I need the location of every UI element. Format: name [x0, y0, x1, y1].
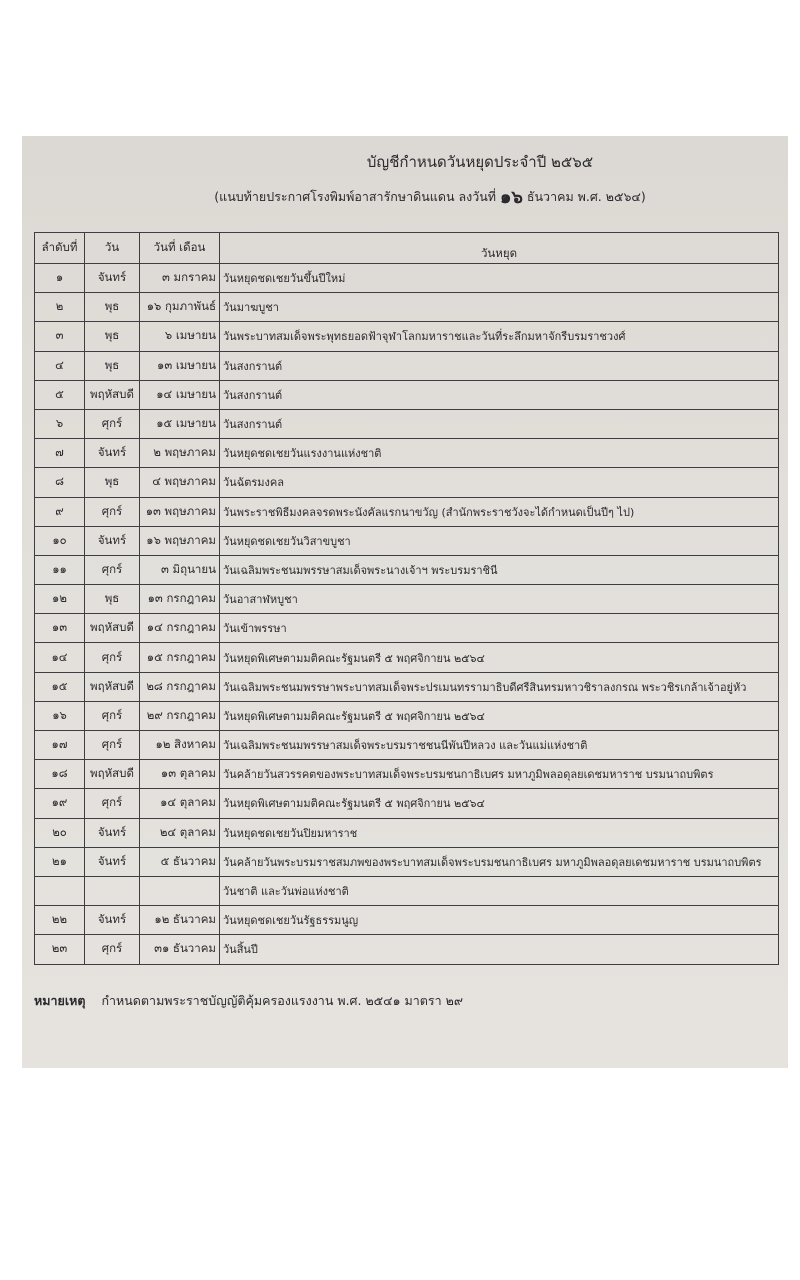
row-number: ๒๑: [35, 847, 85, 876]
row-date: ๕ ธันวาคม: [140, 847, 220, 876]
row-weekday: ศุกร์: [85, 643, 140, 672]
row-holiday-name: วันพระราชพิธีมงคลจรดพระนังคัลแรกนาขวัญ (สำนักพระราชวังจะได้กำหนดเป็นปีๆ ไป): [220, 497, 779, 526]
header-holiday: วันหยุด: [220, 233, 779, 264]
row-number: ๑๑: [35, 555, 85, 584]
row-date: ๑๕ เมษายน: [140, 409, 220, 438]
row-holiday-name: วันฉัตรมงคล: [220, 468, 779, 497]
row-weekday: ศุกร์: [85, 935, 140, 964]
row-weekday: พฤหัสบดี: [85, 380, 140, 409]
table-row: [35, 847, 779, 876]
row-holiday-name: วันหยุดพิเศษตามมติคณะรัฐมนตรี ๕ พฤศจิกายน ๒๕๖๔: [220, 789, 779, 818]
row-holiday-name: วันมาฆบูชา: [220, 293, 779, 322]
row-number: ๒๐: [35, 818, 85, 847]
row-weekday: จันทร์: [85, 264, 140, 293]
row-weekday: ศุกร์: [85, 731, 140, 760]
row-number: ๒๒: [35, 906, 85, 935]
row-number: ๙: [35, 497, 85, 526]
table-row: [35, 468, 779, 497]
row-holiday-name: วันสงกรานต์: [220, 351, 779, 380]
row-holiday-name: วันเฉลิมพระชนมพรรษาสมเด็จพระบรมราชชนนีพันปีหลวง และวันแม่แห่งชาติ: [220, 731, 779, 760]
row-weekday: พุธ: [85, 322, 140, 351]
row-weekday: ศุกร์: [85, 409, 140, 438]
row-date: [140, 876, 220, 905]
row-holiday-name: วันหยุดพิเศษตามมติคณะรัฐมนตรี ๕ พฤศจิกายน ๒๕๖๔: [220, 643, 779, 672]
table-row: [35, 409, 779, 438]
row-holiday-name: วันหยุดชดเชยวันปิยมหาราช: [220, 818, 779, 847]
header-date: วันที่ เดือน: [140, 233, 220, 264]
row-weekday: พฤหัสบดี: [85, 614, 140, 643]
row-number: ๖: [35, 409, 85, 438]
table-row: [35, 526, 779, 555]
table-row: [35, 643, 779, 672]
row-date: ๑๒ ธันวาคม: [140, 906, 220, 935]
row-date: ๓๑ ธันวาคม: [140, 935, 220, 964]
table-row: [35, 731, 779, 760]
row-number: ๘: [35, 468, 85, 497]
row-date: ๑๓ ตุลาคม: [140, 760, 220, 789]
table-row: [35, 935, 779, 964]
table-row: [35, 789, 779, 818]
row-date: ๓ มิถุนายน: [140, 555, 220, 584]
table-row: [35, 672, 779, 701]
table-row: [35, 293, 779, 322]
row-date: ๒๙ กรกฎาคม: [140, 701, 220, 730]
header-no: ลำดับที่: [35, 233, 85, 264]
row-weekday: พฤหัสบดี: [85, 760, 140, 789]
footnote-label: หมายเหตุ: [34, 993, 86, 1008]
table-row: [35, 555, 779, 584]
row-weekday: ศุกร์: [85, 701, 140, 730]
table-row: [35, 322, 779, 351]
row-date: ๑๔ เมษายน: [140, 380, 220, 409]
row-date: ๑๖ พฤษภาคม: [140, 526, 220, 555]
row-number: ๑๘: [35, 760, 85, 789]
row-weekday: พุธ: [85, 351, 140, 380]
row-number: ๑๔: [35, 643, 85, 672]
row-date: ๒๘ กรกฎาคม: [140, 672, 220, 701]
row-holiday-name: วันคล้ายวันพระบรมราชสมภพของพระบาทสมเด็จพระบรมชนกาธิเบศร มหาภูมิพลอดุลยเดชมหาราช บรมนาถบพิตร: [220, 847, 779, 876]
row-holiday-name: วันเฉลิมพระชนมพรรษาพระบาทสมเด็จพระปรเมนทรรามาธิบดีศรีสินทรมหาวชิราลงกรณ พระวชิรเกล้าเจ้าอยู่หัว: [220, 672, 779, 701]
row-weekday: จันทร์: [85, 526, 140, 555]
document-subtitle: [22, 182, 788, 211]
row-number: ๑๖: [35, 701, 85, 730]
row-date: ๑๓ กรกฎาคม: [140, 585, 220, 614]
table-body: [35, 264, 779, 965]
row-holiday-name: วันอาสาฬหบูชา: [220, 585, 779, 614]
row-weekday: จันทร์: [85, 818, 140, 847]
row-weekday: ศุกร์: [85, 789, 140, 818]
row-holiday-name: วันเฉลิมพระชนมพรรษาสมเด็จพระนางเจ้าฯ พระบรมราชินี: [220, 555, 779, 584]
row-holiday-name: วันหยุดพิเศษตามมติคณะรัฐมนตรี ๕ พฤศจิกายน ๒๕๖๔: [220, 701, 779, 730]
row-weekday: [85, 876, 140, 905]
row-number: ๔: [35, 351, 85, 380]
table-row: [35, 876, 779, 905]
footnote: [34, 991, 463, 1011]
row-weekday: พฤหัสบดี: [85, 672, 140, 701]
table-row: [35, 906, 779, 935]
subtitle-suffix: ธันวาคม พ.ศ. ๒๕๖๔): [526, 189, 646, 204]
row-holiday-name: วันหยุดชดเชยวันวิสาขบูชา: [220, 526, 779, 555]
table-row: [35, 380, 779, 409]
row-holiday-name: วันชาติ และวันพ่อแห่งชาติ: [220, 876, 779, 905]
row-date: ๓ มกราคม: [140, 264, 220, 293]
row-weekday: จันทร์: [85, 906, 140, 935]
row-number: ๗: [35, 439, 85, 468]
table-row: [35, 585, 779, 614]
row-date: ๒๔ ตุลาคม: [140, 818, 220, 847]
table-row: [35, 264, 779, 293]
table-row: [35, 760, 779, 789]
table-row: [35, 497, 779, 526]
subtitle-day: ๑๖: [500, 187, 523, 208]
row-holiday-name: วันหยุดชดเชยวันแรงงานแห่งชาติ: [220, 439, 779, 468]
row-holiday-name: วันหยุดชดเชยวันขึ้นปีใหม่: [220, 264, 779, 293]
table-header-row: [35, 233, 779, 264]
header-day: วัน: [85, 233, 140, 264]
row-holiday-name: วันหยุดชดเชยวันรัฐธรรมนูญ: [220, 906, 779, 935]
row-weekday: พุธ: [85, 585, 140, 614]
row-weekday: ศุกร์: [85, 497, 140, 526]
row-holiday-name: วันเข้าพรรษา: [220, 614, 779, 643]
subtitle-prefix: (แนบท้ายประกาศโรงพิมพ์อาสารักษาดินแดน ลงวันที่: [214, 189, 497, 204]
row-date: ๑๓ เมษายน: [140, 351, 220, 380]
holiday-table: [34, 232, 779, 965]
row-date: ๔ พฤษภาคม: [140, 468, 220, 497]
row-number: ๑๕: [35, 672, 85, 701]
row-number: ๑๙: [35, 789, 85, 818]
row-holiday-name: วันสงกรานต์: [220, 409, 779, 438]
row-number: ๒๓: [35, 935, 85, 964]
row-date: ๑๒ สิงหาคม: [140, 731, 220, 760]
row-date: ๑๓ พฤษภาคม: [140, 497, 220, 526]
row-weekday: จันทร์: [85, 847, 140, 876]
row-number: ๕: [35, 380, 85, 409]
row-weekday: ศุกร์: [85, 555, 140, 584]
row-date: ๒ พฤษภาคม: [140, 439, 220, 468]
table-row: [35, 614, 779, 643]
row-date: ๖ เมษายน: [140, 322, 220, 351]
row-number: [35, 876, 85, 905]
table-row: [35, 439, 779, 468]
row-weekday: พุธ: [85, 468, 140, 497]
row-holiday-name: วันสงกรานต์: [220, 380, 779, 409]
row-holiday-name: วันคล้ายวันสวรรคตของพระบาทสมเด็จพระบรมชนกาธิเบศร มหาภูมิพลอดุลยเดชมหาราช บรมนาถบพิตร: [220, 760, 779, 789]
table-row: [35, 351, 779, 380]
row-number: ๒: [35, 293, 85, 322]
row-date: ๑๕ กรกฎาคม: [140, 643, 220, 672]
row-number: ๑: [35, 264, 85, 293]
row-holiday-name: วันพระบาทสมเด็จพระพุทธยอดฟ้าจุฬาโลกมหาราชและวันที่ระลึกมหาจักรีบรมราชวงศ์: [220, 322, 779, 351]
row-weekday: พุธ: [85, 293, 140, 322]
row-weekday: จันทร์: [85, 439, 140, 468]
row-number: ๑๐: [35, 526, 85, 555]
row-date: ๑๔ กรกฎาคม: [140, 614, 220, 643]
row-number: ๑๗: [35, 731, 85, 760]
row-number: ๑๓: [35, 614, 85, 643]
row-holiday-name: วันสิ้นปี: [220, 935, 779, 964]
row-number: ๓: [35, 322, 85, 351]
table-row: [35, 701, 779, 730]
table-row: [35, 818, 779, 847]
row-number: ๑๒: [35, 585, 85, 614]
row-date: ๑๖ กุมภาพันธ์: [140, 293, 220, 322]
row-date: ๑๔ ตุลาคม: [140, 789, 220, 818]
document-page: [22, 136, 788, 1068]
footnote-text: กำหนดตามพระราชบัญญัติคุ้มครองแรงงาน พ.ศ. ๒๕๔๑ มาตรา ๒๙: [101, 993, 463, 1008]
document-title: บัญชีกำหนดวันหยุดประจำปี ๒๕๖๕: [366, 153, 594, 171]
